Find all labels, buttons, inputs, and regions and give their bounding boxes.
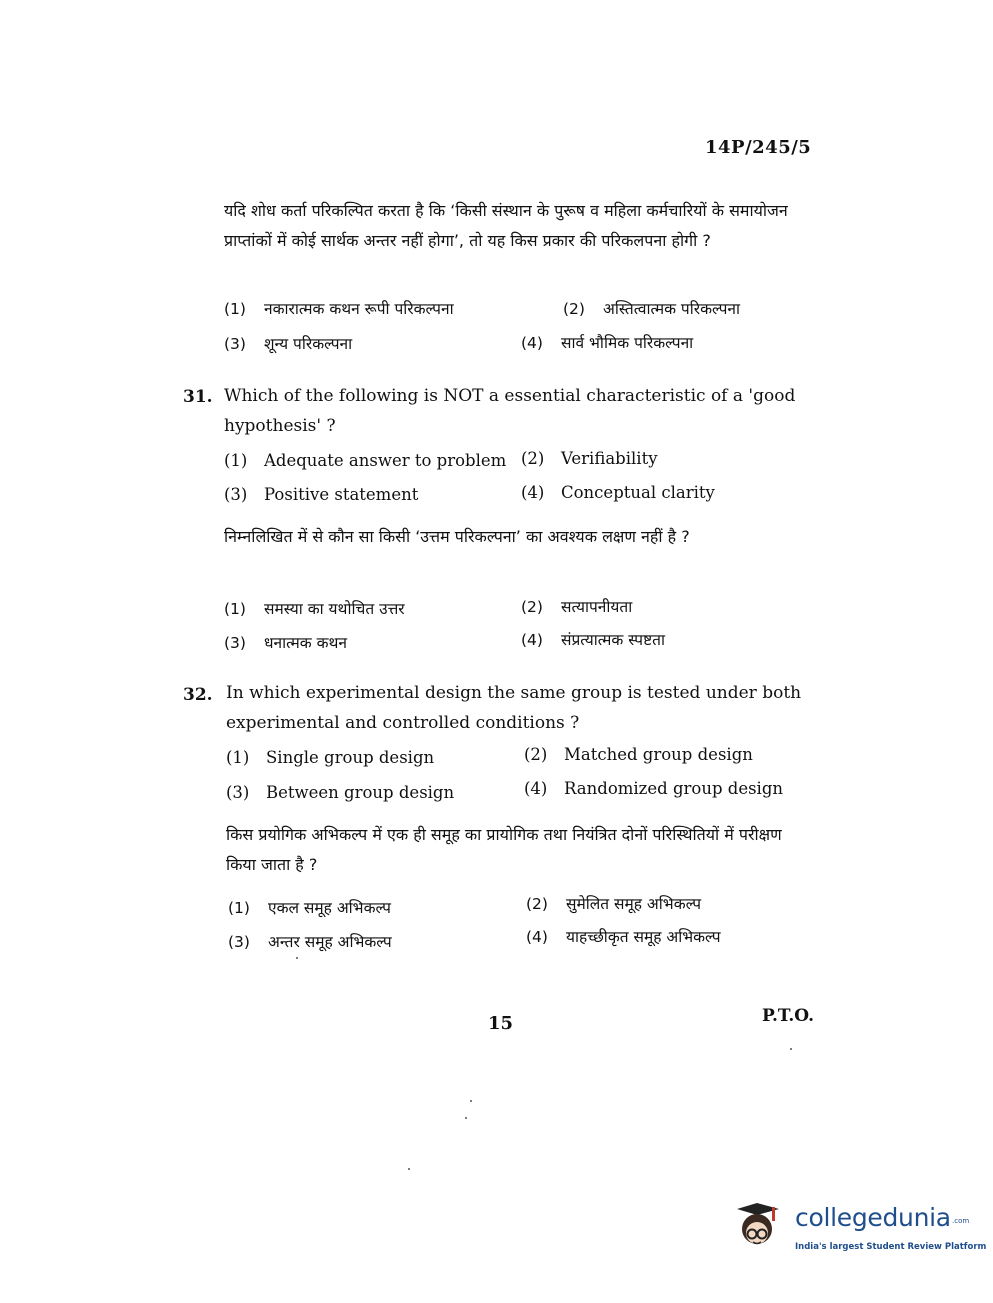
pto-label: P.T.O. — [762, 1006, 814, 1026]
question-stem-hindi: निम्नलिखित में से कौन सा किसी ‘उत्तम परिकल्पना’ का अवश्यक लक्षण नहीं है ? — [224, 527, 690, 546]
paper-code: 14P/245/5 — [705, 137, 812, 158]
question-number: 31. — [183, 387, 213, 407]
option-2-hindi: (2) सुमेलित समूह अभिकल्प — [526, 895, 702, 913]
option-2: (2) Matched group design — [524, 745, 753, 764]
option-1: (1) Single group design — [226, 748, 435, 767]
option-3: (3) शून्य परिकल्पना — [224, 335, 353, 353]
scan-speck — [296, 957, 298, 959]
option-3-hindi: (3) अन्तर समूह अभिकल्प — [228, 933, 392, 951]
question-stem: यदि शोध कर्ता परिकल्पित करता है कि ‘किसी संस्थान के पुरूष व महिला कर्मचारियों के समायोजन प्राप्तांकों में कोई सार्थक अन्तर नहीं होगा’, तो यह किस प्रकार की परिकलपना होगी ? — [224, 201, 788, 250]
question-stem: Which of the following is NOT a essential characteristic of a 'good hypothesis' ? — [224, 386, 796, 436]
mascot-icon — [735, 1197, 793, 1257]
option-1: (1) Adequate answer to problem — [224, 451, 507, 470]
option-2: (2) Verifiability — [521, 449, 658, 468]
option-1: (1) नकारात्मक कथन रूपी परिकल्पना — [224, 300, 454, 318]
brand-tagline: India's largest Student Review Platform — [795, 1242, 987, 1252]
option-3: (3) Between group design — [226, 783, 455, 802]
option-4-hindi: (4) याहच्छीकृत समूह अभिकल्प — [526, 928, 721, 946]
option-1-hindi: (1) समस्या का यथोचित उत्तर — [224, 600, 405, 618]
scan-speck — [465, 1117, 467, 1119]
scan-speck — [790, 1048, 792, 1050]
option-4-hindi: (4) संप्रत्यात्मक स्पष्टता — [521, 631, 665, 649]
question-number: 32. — [183, 685, 213, 705]
option-4: (4) सार्व भौमिक परिकल्पना — [521, 334, 694, 352]
option-1-hindi: (1) एकल समूह अभिकल्प — [228, 899, 391, 917]
scan-speck — [408, 1168, 410, 1170]
option-3-hindi: (3) धनात्मक कथन — [224, 634, 348, 652]
option-4: (4) Conceptual clarity — [521, 483, 715, 502]
option-3: (3) Positive statement — [224, 485, 419, 504]
brand-name: collegedunia — [795, 1203, 951, 1232]
option-4: (4) Randomized group design — [524, 779, 784, 798]
option-2-hindi: (2) सत्यापनीयता — [521, 598, 633, 616]
question-stem-hindi: किस प्रयोगिक अभिकल्प में एक ही समूह का प्रायोगिक तथा नियंत्रित दोनों परिस्थितियों में परीक्षण किया जाता है ? — [226, 825, 782, 874]
page-number: 15 — [488, 1013, 514, 1034]
brand-suffix: .com — [952, 1217, 970, 1225]
scan-speck — [470, 1100, 472, 1102]
question-stem: In which experimental design the same group is tested under both experimental and controlled conditions ? — [226, 683, 802, 733]
option-2: (2) अस्तित्वात्मक परिकल्पना — [563, 300, 741, 318]
collegedunia-logo — [735, 1195, 987, 1270]
